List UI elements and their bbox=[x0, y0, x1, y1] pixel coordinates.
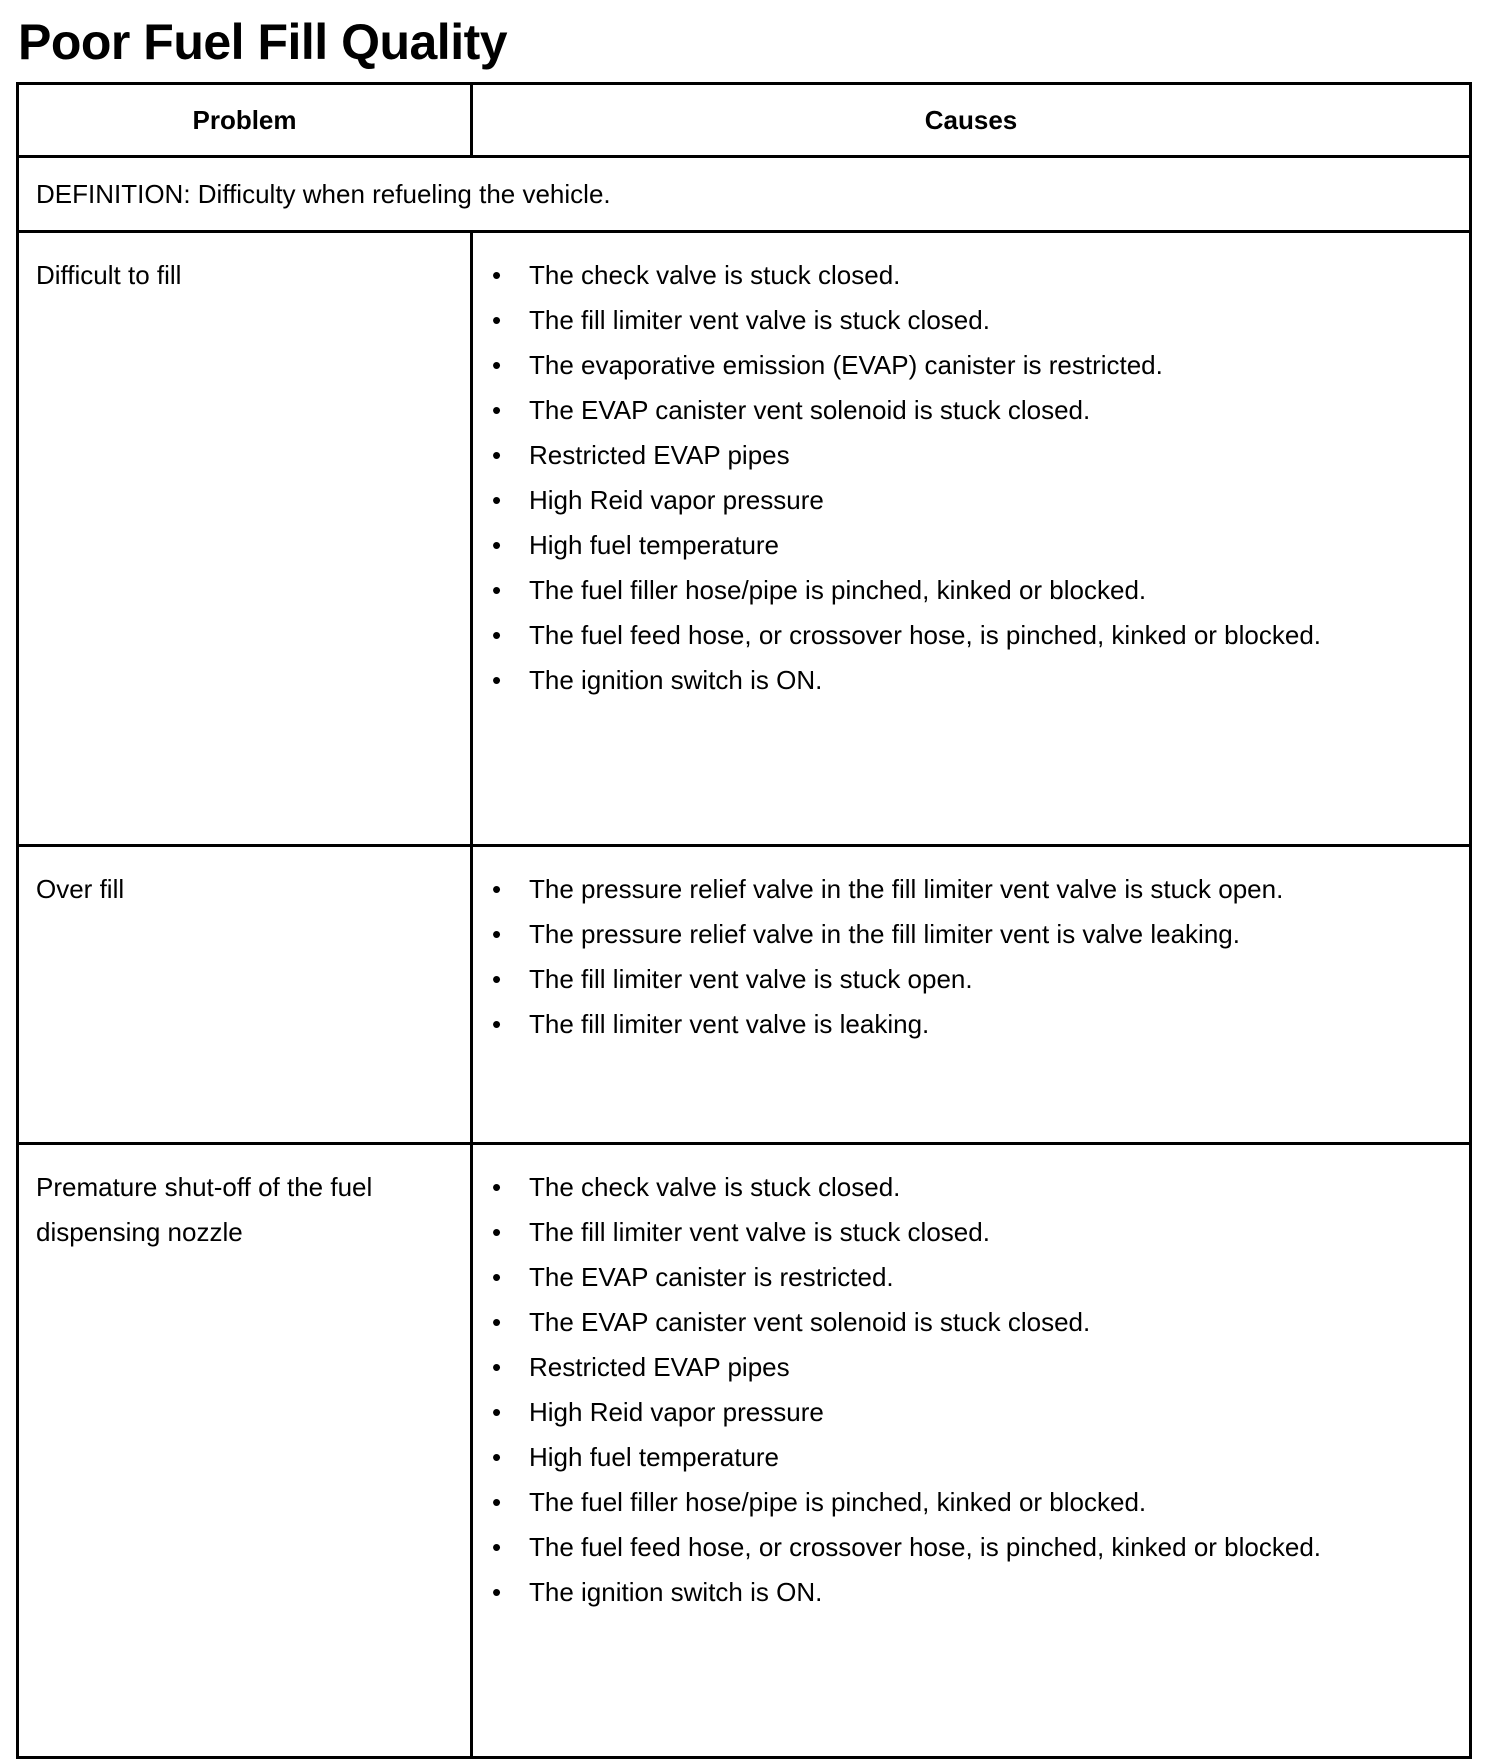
header-problem: Problem bbox=[19, 85, 473, 155]
bullet-icon: • bbox=[492, 1307, 502, 1337]
table-row bbox=[19, 844, 1469, 1142]
causes-cell bbox=[473, 1145, 1469, 1756]
bullet-icon: • bbox=[492, 530, 502, 560]
bullet-icon: • bbox=[492, 1487, 502, 1517]
bullet-icon: • bbox=[492, 620, 502, 650]
cause-text: The check valve is stuck closed. bbox=[529, 260, 901, 290]
cause-item bbox=[489, 867, 1459, 912]
page-title: Poor Fuel Fill Quality bbox=[18, 14, 508, 70]
cause-item bbox=[489, 343, 1459, 388]
cause-item bbox=[489, 433, 1459, 478]
problem-cell: Over fill bbox=[19, 847, 473, 1142]
bullet-icon: • bbox=[492, 1352, 502, 1382]
cause-item bbox=[489, 388, 1459, 433]
bullet-icon: • bbox=[492, 1442, 502, 1472]
bullet-icon: • bbox=[492, 1577, 502, 1607]
bullet-icon: • bbox=[492, 1172, 502, 1202]
cause-item bbox=[489, 1255, 1459, 1300]
cause-item bbox=[489, 1570, 1459, 1615]
causes-list bbox=[489, 867, 1459, 1047]
cause-text: Restricted EVAP pipes bbox=[529, 440, 790, 470]
header-causes: Causes bbox=[924, 104, 1018, 135]
bullet-icon: • bbox=[492, 1262, 502, 1292]
cause-text: The EVAP canister is restricted. bbox=[529, 1262, 894, 1292]
bullet-icon: • bbox=[492, 1217, 502, 1247]
cause-text: The EVAP canister vent solenoid is stuck closed. bbox=[529, 1307, 1091, 1337]
bullet-icon: • bbox=[492, 395, 502, 425]
cause-text: High fuel temperature bbox=[529, 1442, 780, 1472]
problem-cell: Difficult to fill bbox=[19, 233, 473, 844]
cause-text: The fill limiter vent valve is stuck closed. bbox=[529, 305, 990, 335]
bullet-icon: • bbox=[492, 1009, 502, 1039]
cause-text: The fuel feed hose, or crossover hose, is pinched, kinked or blocked. bbox=[529, 620, 1321, 650]
cause-item bbox=[489, 1345, 1459, 1390]
causes-cell bbox=[473, 847, 1469, 1142]
table-header-row bbox=[19, 85, 1469, 155]
cause-text: The ignition switch is ON. bbox=[529, 1577, 823, 1607]
causes-list bbox=[489, 253, 1459, 703]
cause-item bbox=[489, 912, 1459, 957]
bullet-icon: • bbox=[492, 485, 502, 515]
cause-text: The fill limiter vent valve is stuck open. bbox=[529, 964, 973, 994]
causes-cell bbox=[473, 233, 1469, 844]
cause-text: The pressure relief valve in the fill limiter vent valve is stuck open. bbox=[529, 874, 1284, 904]
cause-text: The fill limiter vent valve is leaking. bbox=[529, 1009, 930, 1039]
cause-text: Restricted EVAP pipes bbox=[529, 1352, 790, 1382]
cause-item bbox=[489, 613, 1459, 658]
cause-item bbox=[489, 1480, 1459, 1525]
cause-item bbox=[489, 658, 1459, 703]
cause-item bbox=[489, 298, 1459, 343]
cause-item bbox=[489, 568, 1459, 613]
bullet-icon: • bbox=[492, 350, 502, 380]
problem-cell: Premature shut-off of the fuel dispensing nozzle bbox=[19, 1145, 473, 1756]
cause-item bbox=[489, 1435, 1459, 1480]
cause-item bbox=[489, 1300, 1459, 1345]
cause-text: The ignition switch is ON. bbox=[529, 665, 823, 695]
cause-text: High Reid vapor pressure bbox=[529, 1397, 824, 1427]
bullet-icon: • bbox=[492, 874, 502, 904]
cause-text: The fuel filler hose/pipe is pinched, kinked or blocked. bbox=[529, 575, 1147, 605]
cause-item bbox=[489, 957, 1459, 1002]
cause-text: High fuel temperature bbox=[529, 530, 780, 560]
cause-text: The fill limiter vent valve is stuck closed. bbox=[529, 1217, 990, 1247]
cause-text: The EVAP canister vent solenoid is stuck closed. bbox=[529, 395, 1091, 425]
bullet-icon: • bbox=[492, 1397, 502, 1427]
cause-item bbox=[489, 1525, 1459, 1570]
cause-text: The fuel feed hose, or crossover hose, is pinched, kinked or blocked. bbox=[529, 1532, 1321, 1562]
cause-item bbox=[489, 523, 1459, 568]
cause-text: The fuel filler hose/pipe is pinched, kinked or blocked. bbox=[529, 1487, 1147, 1517]
bullet-icon: • bbox=[492, 260, 502, 290]
causes-list bbox=[489, 1165, 1459, 1615]
bullet-icon: • bbox=[492, 665, 502, 695]
definition-row bbox=[19, 155, 1469, 230]
cause-text: The check valve is stuck closed. bbox=[529, 1172, 901, 1202]
table-row bbox=[19, 1142, 1469, 1756]
bullet-icon: • bbox=[492, 919, 502, 949]
cause-item bbox=[489, 1210, 1459, 1255]
bullet-icon: • bbox=[492, 440, 502, 470]
cause-text: The evaporative emission (EVAP) canister is restricted. bbox=[529, 350, 1163, 380]
cause-text: The pressure relief valve in the fill limiter vent is valve leaking. bbox=[529, 919, 1240, 949]
bullet-icon: • bbox=[492, 1532, 502, 1562]
cause-item bbox=[489, 1165, 1459, 1210]
bullet-icon: • bbox=[492, 575, 502, 605]
cause-text: High Reid vapor pressure bbox=[529, 485, 824, 515]
table-row bbox=[19, 230, 1469, 844]
cause-item bbox=[489, 1390, 1459, 1435]
cause-item bbox=[489, 253, 1459, 298]
cause-item bbox=[489, 1002, 1459, 1047]
bullet-icon: • bbox=[492, 305, 502, 335]
bullet-icon: • bbox=[492, 964, 502, 994]
cause-item bbox=[489, 478, 1459, 523]
diagnostic-table bbox=[16, 82, 1472, 1759]
definition-text: DEFINITION: Difficulty when refueling the vehicle. bbox=[36, 178, 611, 209]
